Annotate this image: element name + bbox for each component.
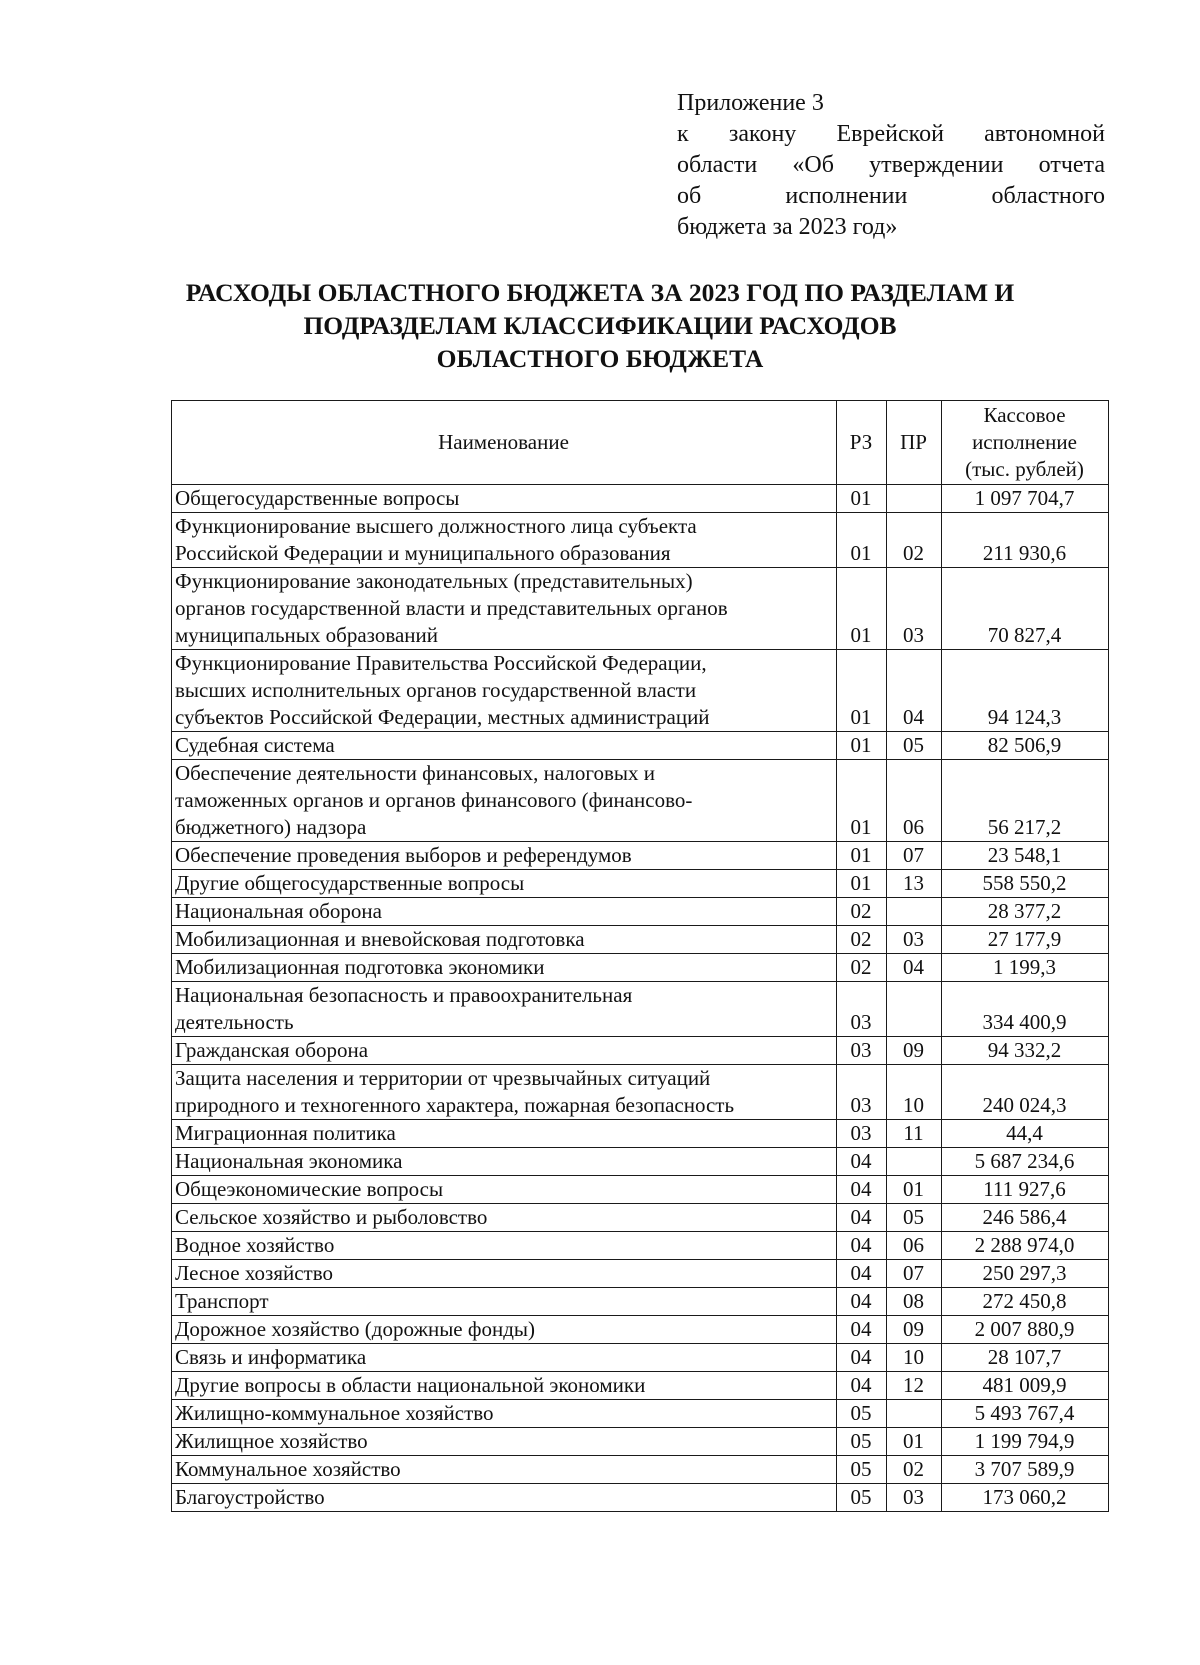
row-sum-cell: 5 493 767,4 <box>942 1400 1109 1428</box>
row-name-line: муниципальных образований <box>175 623 438 647</box>
row-rz-cell: 02 <box>837 954 887 982</box>
row-name-line: Жилищное хозяйство <box>175 1429 368 1453</box>
table-row <box>172 1232 1109 1260</box>
appendix-word: об <box>677 183 702 209</box>
row-name-cell <box>172 650 837 732</box>
row-name-cell <box>172 760 837 842</box>
title-line-1: РАСХОДЫ ОБЛАСТНОГО БЮДЖЕТА ЗА 2023 ГОД ПО РАЗДЕЛАМ И <box>185 278 1015 307</box>
row-name-line: природного и техногенного характера, пожарная безопасность <box>175 1093 735 1117</box>
table-row <box>172 982 1109 1037</box>
table-row <box>172 1148 1109 1176</box>
appendix-line-2 <box>677 119 1105 150</box>
table-row <box>172 1372 1109 1400</box>
row-pr-cell: 10 <box>887 1344 942 1372</box>
appendix-line-5: бюджета за 2023 год» <box>677 214 898 240</box>
row-rz-cell: 05 <box>837 1484 887 1512</box>
row-name-line: Общегосударственные вопросы <box>175 486 460 510</box>
header-sum-line: (тыс. рублей) <box>965 457 1084 481</box>
row-name-line: таможенных органов и органов финансового (финансово- <box>175 788 693 812</box>
row-rz-cell: 04 <box>837 1176 887 1204</box>
row-name-line: органов государственной власти и представительных органов <box>175 596 728 620</box>
row-sum-cell: 558 550,2 <box>942 870 1109 898</box>
table-row <box>172 513 1109 568</box>
table-row <box>172 568 1109 650</box>
row-pr-cell: 04 <box>887 954 942 982</box>
table-header-row <box>172 401 1109 485</box>
row-pr-cell: 02 <box>887 513 942 568</box>
row-pr-cell: 03 <box>887 1484 942 1512</box>
row-name-line: Связь и информатика <box>175 1345 367 1369</box>
row-name-line: Национальная оборона <box>175 899 382 923</box>
table-row <box>172 485 1109 513</box>
row-name-line: Жилищно-коммунальное хозяйство <box>175 1401 494 1425</box>
row-pr-cell: 08 <box>887 1288 942 1316</box>
row-sum-cell: 173 060,2 <box>942 1484 1109 1512</box>
row-name-cell <box>172 1428 837 1456</box>
row-sum-cell: 2 007 880,9 <box>942 1316 1109 1344</box>
row-name-line: Коммунальное хозяйство <box>175 1457 401 1481</box>
row-rz-cell: 03 <box>837 1037 887 1065</box>
row-sum-cell: 246 586,4 <box>942 1204 1109 1232</box>
row-name-line: Другие общегосударственные вопросы <box>175 871 525 895</box>
row-name-line: Обеспечение проведения выборов и референдумов <box>175 843 632 867</box>
row-pr-cell: 07 <box>887 1260 942 1288</box>
table-row <box>172 1428 1109 1456</box>
row-name-cell <box>172 1316 837 1344</box>
row-name-cell <box>172 926 837 954</box>
table-row <box>172 1120 1109 1148</box>
row-name-line: Российской Федерации и муниципального образования <box>175 541 671 565</box>
row-sum-cell: 94 332,2 <box>942 1037 1109 1065</box>
row-name-cell <box>172 1260 837 1288</box>
row-sum-cell: 82 506,9 <box>942 732 1109 760</box>
row-name-cell <box>172 1037 837 1065</box>
row-pr-cell <box>887 982 942 1037</box>
appendix-header <box>677 88 1105 243</box>
row-name-line: Дорожное хозяйство (дорожные фонды) <box>175 1317 536 1341</box>
row-rz-cell: 04 <box>837 1288 887 1316</box>
row-sum-cell: 44,4 <box>942 1120 1109 1148</box>
row-pr-cell <box>887 898 942 926</box>
row-rz-cell: 04 <box>837 1148 887 1176</box>
appendix-word: областного <box>991 183 1105 209</box>
row-name-cell <box>172 1232 837 1260</box>
row-sum-cell: 3 707 589,9 <box>942 1456 1109 1484</box>
row-name-line: Лесное хозяйство <box>175 1261 333 1285</box>
row-rz-cell: 04 <box>837 1204 887 1232</box>
table-row <box>172 760 1109 842</box>
row-name-line: Мобилизационная и вневойсковая подготовка <box>175 927 585 951</box>
row-rz-cell: 01 <box>837 870 887 898</box>
table-row <box>172 1456 1109 1484</box>
row-rz-cell: 05 <box>837 1428 887 1456</box>
row-pr-cell: 11 <box>887 1120 942 1148</box>
table-row <box>172 732 1109 760</box>
table-row <box>172 1176 1109 1204</box>
appendix-word: автономной <box>984 121 1105 147</box>
title-line-3: ОБЛАСТНОГО БЮДЖЕТА <box>436 344 764 373</box>
row-pr-cell: 05 <box>887 1204 942 1232</box>
budget-table <box>171 400 1109 1512</box>
appendix-word: Еврейской <box>836 121 944 147</box>
row-name-line: Обеспечение деятельности финансовых, налоговых и <box>175 761 655 785</box>
row-rz-cell: 01 <box>837 650 887 732</box>
row-pr-cell: 02 <box>887 1456 942 1484</box>
row-pr-cell <box>887 485 942 513</box>
row-sum-cell: 111 927,6 <box>942 1176 1109 1204</box>
row-name-cell <box>172 870 837 898</box>
row-name-cell <box>172 1344 837 1372</box>
table-row <box>172 1260 1109 1288</box>
row-sum-cell: 211 930,6 <box>942 513 1109 568</box>
row-sum-cell: 27 177,9 <box>942 926 1109 954</box>
row-sum-cell: 240 024,3 <box>942 1065 1109 1120</box>
row-pr-cell: 06 <box>887 760 942 842</box>
table-row <box>172 1316 1109 1344</box>
row-name-cell <box>172 1204 837 1232</box>
row-sum-cell: 5 687 234,6 <box>942 1148 1109 1176</box>
row-pr-cell: 06 <box>887 1232 942 1260</box>
row-sum-cell: 56 217,2 <box>942 760 1109 842</box>
table-row <box>172 1037 1109 1065</box>
row-name-cell <box>172 1400 837 1428</box>
row-name-line: высших исполнительных органов государственной власти <box>175 678 697 702</box>
table-row <box>172 1065 1109 1120</box>
row-pr-cell: 09 <box>887 1037 942 1065</box>
row-name-cell <box>172 732 837 760</box>
row-pr-cell: 03 <box>887 568 942 650</box>
row-sum-cell: 2 288 974,0 <box>942 1232 1109 1260</box>
row-name-cell <box>172 1456 837 1484</box>
row-name-line: Миграционная политика <box>175 1121 396 1145</box>
table-row <box>172 898 1109 926</box>
row-pr-cell: 09 <box>887 1316 942 1344</box>
header-name: Наименование <box>172 401 837 485</box>
row-rz-cell: 01 <box>837 842 887 870</box>
appendix-word: утверждении <box>869 152 1004 178</box>
row-rz-cell: 03 <box>837 1120 887 1148</box>
row-pr-cell: 13 <box>887 870 942 898</box>
appendix-word: к <box>677 121 689 147</box>
row-sum-cell: 28 107,7 <box>942 1344 1109 1372</box>
row-rz-cell: 04 <box>837 1316 887 1344</box>
table-row <box>172 954 1109 982</box>
row-name-line: Функционирование Правительства Российской Федерации, <box>175 651 707 675</box>
row-pr-cell: 12 <box>887 1372 942 1400</box>
row-name-line: деятельность <box>175 1010 294 1034</box>
row-rz-cell: 02 <box>837 898 887 926</box>
row-name-line: Национальная экономика <box>175 1149 403 1173</box>
row-rz-cell: 05 <box>837 1400 887 1428</box>
row-name-cell <box>172 1120 837 1148</box>
title-line-2: ПОДРАЗДЕЛАМ КЛАССИФИКАЦИИ РАСХОДОВ <box>303 311 897 340</box>
row-name-line: Функционирование высшего должностного лица субъекта <box>175 514 697 538</box>
row-rz-cell: 04 <box>837 1260 887 1288</box>
row-sum-cell: 250 297,3 <box>942 1260 1109 1288</box>
row-sum-cell: 334 400,9 <box>942 982 1109 1037</box>
row-rz-cell: 03 <box>837 1065 887 1120</box>
row-name-line: Мобилизационная подготовка экономики <box>175 955 545 979</box>
row-name-cell <box>172 898 837 926</box>
row-name-cell <box>172 513 837 568</box>
row-rz-cell: 01 <box>837 568 887 650</box>
row-rz-cell: 04 <box>837 1344 887 1372</box>
appendix-line-4 <box>677 181 1105 212</box>
row-name-line: Судебная система <box>175 733 335 757</box>
header-sum-line: Кассовое <box>983 403 1066 427</box>
row-name-cell <box>172 1484 837 1512</box>
row-pr-cell: 04 <box>887 650 942 732</box>
header-rz: РЗ <box>837 401 887 485</box>
row-rz-cell: 01 <box>837 760 887 842</box>
row-name-line: субъектов Российской Федерации, местных администраций <box>175 705 710 729</box>
row-name-cell <box>172 1065 837 1120</box>
row-name-line: Национальная безопасность и правоохранительная <box>175 983 633 1007</box>
row-name-cell <box>172 982 837 1037</box>
row-name-line: бюджетного) надзора <box>175 815 367 839</box>
row-name-cell <box>172 954 837 982</box>
row-name-cell <box>172 1288 837 1316</box>
row-name-line: Водное хозяйство <box>175 1233 335 1257</box>
row-name-line: Сельское хозяйство и рыболовство <box>175 1205 488 1229</box>
row-name-cell <box>172 485 837 513</box>
header-sum <box>942 401 1109 485</box>
row-rz-cell: 01 <box>837 485 887 513</box>
appendix-line-3 <box>677 150 1105 181</box>
row-sum-cell: 1 199,3 <box>942 954 1109 982</box>
row-rz-cell: 02 <box>837 926 887 954</box>
row-pr-cell: 07 <box>887 842 942 870</box>
row-name-line: Защита населения и территории от чрезвычайных ситуаций <box>175 1066 711 1090</box>
row-name-cell <box>172 1372 837 1400</box>
row-rz-cell: 04 <box>837 1372 887 1400</box>
row-sum-cell: 1 199 794,9 <box>942 1428 1109 1456</box>
table-row <box>172 926 1109 954</box>
row-name-cell <box>172 842 837 870</box>
row-rz-cell: 01 <box>837 513 887 568</box>
row-name-line: Общеэкономические вопросы <box>175 1177 444 1201</box>
row-name-line: Благоустройство <box>175 1485 325 1509</box>
row-name-cell <box>172 568 837 650</box>
row-pr-cell: 10 <box>887 1065 942 1120</box>
appendix-word: отчета <box>1038 152 1105 178</box>
row-name-cell <box>172 1148 837 1176</box>
document-title <box>150 276 1050 375</box>
header-sum-line: исполнение <box>972 430 1077 454</box>
row-rz-cell: 05 <box>837 1456 887 1484</box>
row-pr-cell: 03 <box>887 926 942 954</box>
row-pr-cell <box>887 1400 942 1428</box>
row-name-line: Транспорт <box>175 1289 269 1313</box>
appendix-number: Приложение 3 <box>677 90 824 116</box>
table-row <box>172 1204 1109 1232</box>
table-row <box>172 842 1109 870</box>
row-sum-cell: 23 548,1 <box>942 842 1109 870</box>
row-name-line: Другие вопросы в области национальной экономики <box>175 1373 646 1397</box>
row-pr-cell: 01 <box>887 1176 942 1204</box>
row-sum-cell: 28 377,2 <box>942 898 1109 926</box>
row-sum-cell: 272 450,8 <box>942 1288 1109 1316</box>
row-sum-cell: 70 827,4 <box>942 568 1109 650</box>
row-pr-cell <box>887 1148 942 1176</box>
appendix-word: закону <box>728 121 797 147</box>
row-sum-cell: 1 097 704,7 <box>942 485 1109 513</box>
table-row <box>172 1400 1109 1428</box>
row-rz-cell: 04 <box>837 1232 887 1260</box>
row-name-line: Гражданская оборона <box>175 1038 369 1062</box>
row-rz-cell: 01 <box>837 732 887 760</box>
table-row <box>172 870 1109 898</box>
table-body <box>172 485 1109 1512</box>
row-sum-cell: 481 009,9 <box>942 1372 1109 1400</box>
appendix-word: «Об <box>792 152 834 178</box>
row-sum-cell: 94 124,3 <box>942 650 1109 732</box>
table-row <box>172 1344 1109 1372</box>
row-pr-cell: 05 <box>887 732 942 760</box>
table-row <box>172 1288 1109 1316</box>
header-pr: ПР <box>887 401 942 485</box>
appendix-word: исполнении <box>785 183 908 209</box>
row-rz-cell: 03 <box>837 982 887 1037</box>
row-pr-cell: 01 <box>887 1428 942 1456</box>
appendix-word: области <box>677 152 758 178</box>
table-row <box>172 650 1109 732</box>
row-name-cell <box>172 1176 837 1204</box>
row-name-line: Функционирование законодательных (представительных) <box>175 569 693 593</box>
table-row <box>172 1484 1109 1512</box>
